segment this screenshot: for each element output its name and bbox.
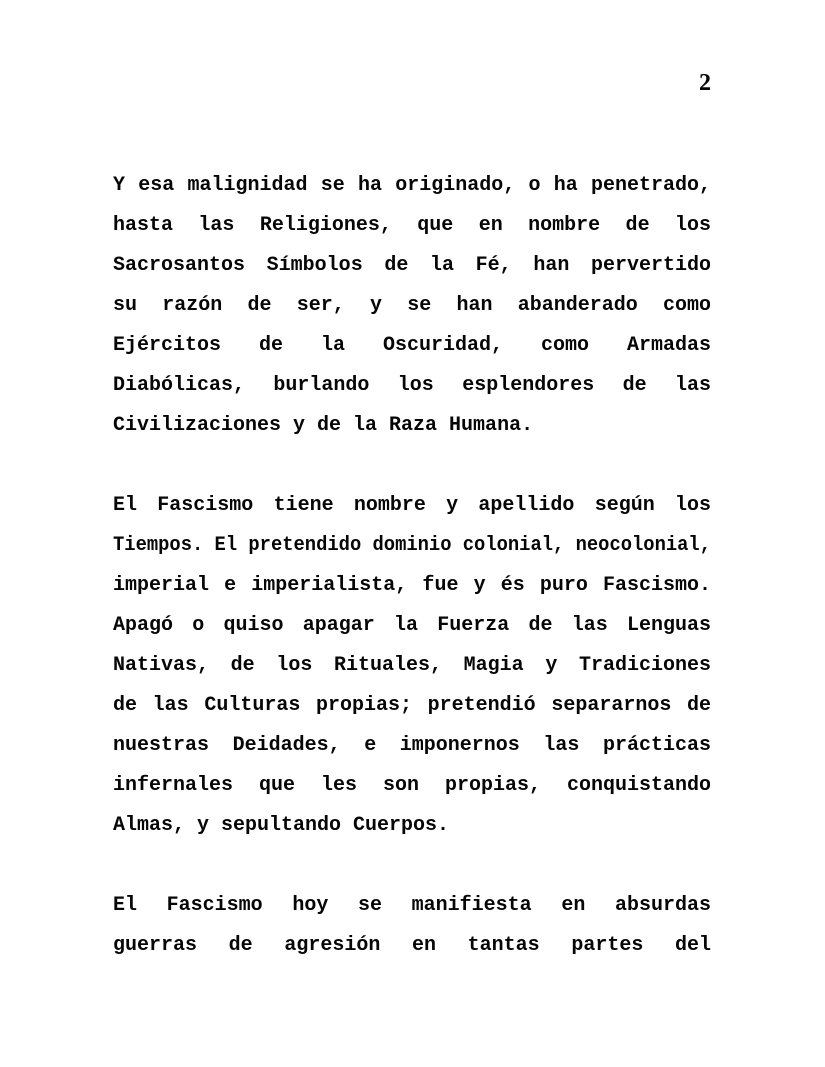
text-line: [113, 366, 711, 406]
text-line-content: imperial e imperialista, fue y és puro Fascismo.: [113, 574, 711, 597]
text-line: [113, 926, 711, 966]
text-line: [113, 886, 711, 926]
text-block: [113, 166, 711, 1006]
text-line: [113, 206, 711, 246]
text-line: [113, 686, 711, 726]
text-line: [113, 526, 711, 566]
text-line-content: infernales que les son propias, conquistando: [113, 774, 711, 797]
text-line-content: Tiempos. El pretendido dominio colonial, neocolonial,: [113, 534, 711, 557]
text-line-content: Apagó o quiso apagar la Fuerza de las Lenguas: [113, 614, 711, 637]
text-line: [113, 806, 711, 846]
text-line-content: Nativas, de los Rituales, Magia y Tradiciones: [113, 654, 711, 677]
text-line-content: de las Culturas propias; pretendió separarnos de: [113, 694, 711, 717]
text-line-content: Ejércitos de la Oscuridad, como Armadas: [113, 334, 711, 357]
text-line-content: guerras de agresión en tantas partes del: [113, 934, 711, 957]
paragraph: [113, 486, 711, 846]
text-line-content: Sacrosantos Símbolos de la Fé, han pervertido: [113, 254, 711, 277]
text-line: [113, 326, 711, 366]
text-line: [113, 566, 711, 606]
text-line: [113, 166, 711, 206]
text-line-content: Y esa malignidad se ha originado, o ha penetrado,: [113, 174, 711, 197]
text-line: [113, 646, 711, 686]
text-line-content: Civilizaciones y de la Raza Humana.: [113, 414, 534, 437]
text-line: [113, 246, 711, 286]
paragraph: [113, 166, 711, 446]
text-line-content: hasta las Religiones, que en nombre de los: [113, 214, 711, 237]
text-line: [113, 726, 711, 766]
text-line: [113, 486, 711, 526]
text-line-content: su razón de ser, y se han abanderado como: [113, 294, 711, 317]
text-line: [113, 286, 711, 326]
text-line-content: Diabólicas, burlando los esplendores de las: [113, 374, 711, 397]
text-line: [113, 606, 711, 646]
text-line-content: nuestras Deidades, e imponernos las prácticas: [113, 734, 711, 757]
text-line-content: Almas, y sepultando Cuerpos.: [113, 814, 450, 837]
text-line: [113, 766, 711, 806]
text-line: [113, 406, 711, 446]
text-line-content: El Fascismo tiene nombre y apellido según los: [113, 494, 711, 517]
paragraph: [113, 886, 711, 966]
text-line-content: El Fascismo hoy se manifiesta en absurdas: [113, 894, 711, 917]
page-number: 2: [699, 70, 711, 96]
